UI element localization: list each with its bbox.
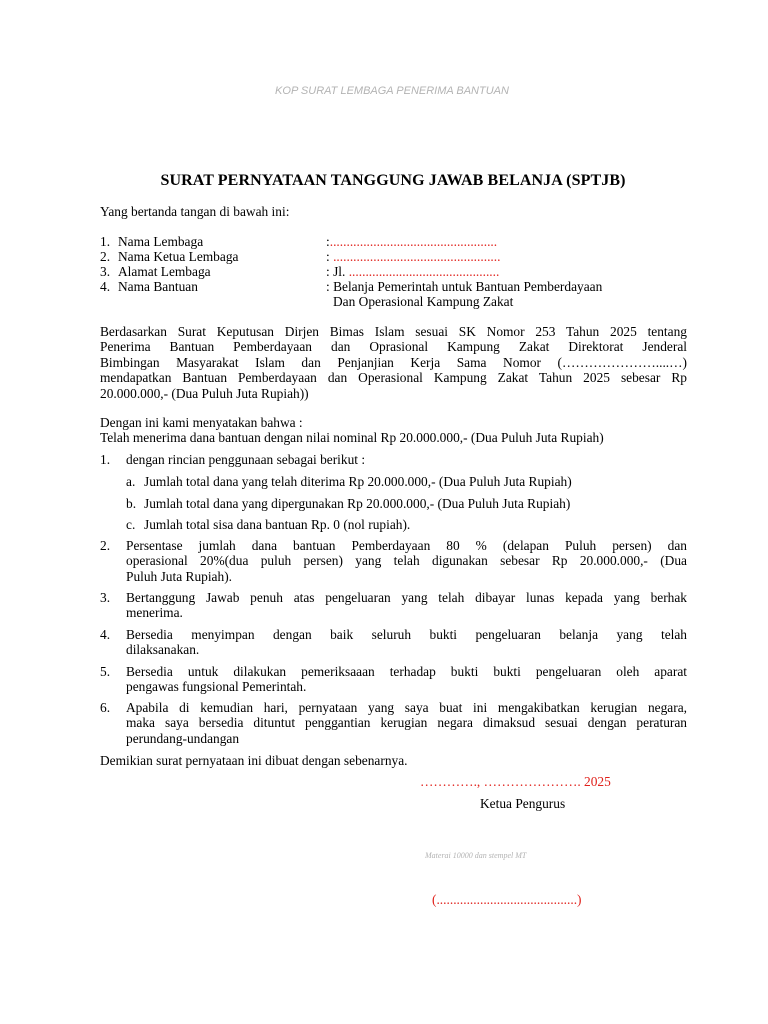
kop-surat: KOP SURAT LEMBAGA PENERIMA BANTUAN — [275, 85, 509, 97]
statement-line-2: Telah menerima dana bantuan dengan nilai nominal Rp 20.000.000,- (Dua Puluh Juta Rupiah) — [100, 430, 604, 445]
list-item: Bertanggung Jawab penuh atas pengeluaran yang telah dibayar lunas kepada yang berhak menerima. — [126, 590, 687, 621]
list-item: Bersedia menyimpan dengan baik seluruh bukti pengeluaran belanja yang telah dilaksanakan. — [126, 627, 687, 658]
field-value: : Belanja Pemerintah untuk Bantuan Pemberdayaan — [326, 279, 603, 294]
field-value-continued: Dan Operasional Kampung Zakat — [333, 294, 514, 309]
sub-item-letter: c. — [126, 517, 136, 532]
field-value: :.................................................. — [326, 234, 498, 249]
list-item: Bersedia untuk dilakukan pemeriksaaan terhadap bukti bukti pengeluaran oleh aparat pengawas fungsional Pemerintah. — [126, 664, 687, 695]
sub-item-letter: b. — [126, 496, 137, 511]
sub-item-text: Jumlah total sisa dana bantuan Rp. 0 (nol rupiah). — [144, 517, 411, 532]
field-value: : Jl. ............................................. — [326, 264, 500, 279]
list-item-number: 2. — [100, 538, 111, 553]
basis-paragraph: Berdasarkan Surat Keputusan Dirjen Bimas Islam sesuai SK Nomor 253 Tahun 2025 tentang Penerima Bantuan Pemberdayaan dan Oprasional Kampung Zakat Direktorat Jenderal Bimbingan Masyarakat Islam dan Penjanjian Kerja Sama Nomor (…………………....…) mendapatkan Bantuan Pemberdayaan dan Operasional Kampung Zakat Tahun 2025 sebesar Rp 20.000.000,- (Dua Puluh Juta Rupiah)) — [100, 324, 687, 401]
statement-line-1: Dengan ini kami menyatakan bahwa : — [100, 415, 303, 430]
closing-text: Demikian surat pernyataan ini dibuat dengan sebenarnya. — [100, 753, 408, 768]
list-item-number: 4. — [100, 627, 111, 642]
field-label: Nama Bantuan — [118, 279, 198, 294]
document-title: SURAT PERNYATAAN TANGGUNG JAWAB BELANJA (SPTJB) — [160, 172, 626, 189]
list-item-number: 3. — [100, 590, 111, 605]
list-item-number: 1. — [100, 452, 111, 467]
field-label: Alamat Lembaga — [118, 264, 211, 279]
field-row: 1. — [100, 234, 111, 249]
field-row: 4. — [100, 279, 111, 294]
list-item: Apabila di kemudian hari, pernyataan yang saya buat ini mengakibatkan kerugian negara, maka saya bersedia dituntut penggantian kerugian negara dimaksud sesuai dengan peraturan perundang-undangan — [126, 700, 687, 746]
signature-role: Ketua Pengurus — [480, 796, 566, 811]
sub-item-text: Jumlah total dana yang telah diterima Rp 20.000.000,- (Dua Puluh Juta Rupiah) — [144, 474, 572, 489]
field-label: Nama Lembaga — [118, 234, 204, 249]
signature-place-date: …………., …………………. 2025 — [420, 774, 611, 789]
field-value: : .................................................. — [326, 249, 501, 264]
sub-item-text: Jumlah total dana yang dipergunakan Rp 20.000.000,- (Dua Puluh Juta Rupiah) — [144, 496, 571, 511]
list-item-number: 6. — [100, 700, 111, 715]
list-item: Persentase jumlah dana bantuan Pemberdayaan 80 % (delapan Puluh persen) dan operasional 20%(dua puluh persen) yang telah digunakan sebesar Rp 20.000.000,- (Dua Puluh Juta Rupiah). — [126, 538, 687, 584]
list-item: dengan rincian penggunaan sebagai berikut : — [126, 452, 366, 467]
field-row: 3. — [100, 264, 111, 279]
field-row: 2. — [100, 249, 111, 264]
sub-item-letter: a. — [126, 474, 136, 489]
intro-text: Yang bertanda tangan di bawah ini: — [100, 204, 290, 219]
list-item-number: 5. — [100, 664, 111, 679]
materai-note: Materai 10000 dan stempel MT — [425, 851, 527, 860]
signature-name: (..........................................) — [432, 892, 582, 907]
field-label: Nama Ketua Lembaga — [118, 249, 239, 264]
